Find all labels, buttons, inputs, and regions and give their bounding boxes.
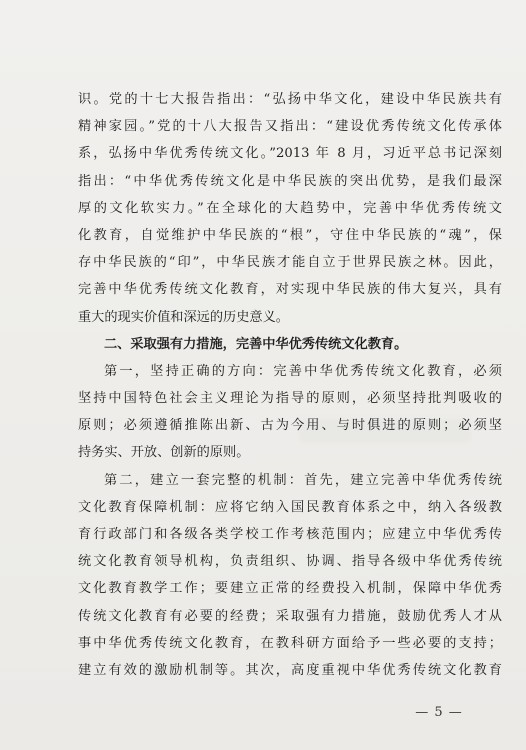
text-line: 坚持中国特色社会主义理论为指导的原则，必须坚持批判吸收的 — [78, 391, 502, 407]
text-line: 事中华优秀传统文化教育，在教科研方面给予一些必要的支持； — [78, 635, 502, 651]
text-line: 文化教育保障机制：应将它纳入国民教育体系之中，纳入各级教 — [78, 499, 502, 515]
text-line: 厚的文化软实力。”在全球化的大趋势中，完善中华优秀传统文 — [78, 200, 502, 216]
text-line: 重大的现实价值和深远的历史意义。 — [78, 309, 289, 325]
text-line: 原则；必须遵循推陈出新、古为今用、与时俱进的原则；必须坚 — [78, 418, 502, 434]
text-line: 统文化教育领导机构，负责组织、协调、指导各级中华优秀传统 — [78, 554, 502, 570]
text-line: 系，弘扬中华优秀传统文化。”2013 年 8 月，习近平总书记深刻 — [78, 146, 502, 162]
text-line: 文化教育教学工作；要建立正常的经费投入机制，保障中华优秀 — [78, 581, 502, 597]
text-line: 完善中华优秀传统文化教育，对实现中华民族的伟大复兴，具有 — [78, 282, 502, 298]
paragraph-first-line: 第二，建立一套完整的机制：首先，建立完善中华优秀传统 — [104, 472, 502, 488]
text-line: 精神家园。”党的十八大报告又指出：“建设优秀传统文化传承体 — [78, 119, 502, 135]
text-line: 存中华民族的“印”，中华民族才能自立于世界民族之林。因此， — [78, 255, 502, 271]
paragraph-first-line: 第一，坚持正确的方向：完善中华优秀传统文化教育，必须 — [104, 363, 502, 379]
section-heading: 二、采取强有力措施，完善中华优秀传统文化教育。 — [104, 336, 408, 352]
text-line: 指出：“中华优秀传统文化是中华民族的突出优势，是我们最深 — [78, 173, 502, 189]
text-line: 持务实、开放、创新的原则。 — [78, 445, 250, 461]
body-text — [78, 86, 502, 684]
page-number: — 5 — — [415, 705, 463, 720]
text-line: 育行政部门和各级各类学校工作考核范围内；应建立中华优秀传 — [78, 527, 502, 542]
text-line: 识。党的十七大报告指出：“弘扬中华文化，建设中华民族共有 — [78, 92, 502, 107]
text-line: 化教育，自觉维护中华民族的“根”，守住中华民族的“魂”，保 — [78, 227, 502, 243]
text-line: 传统文化教育有必要的经费；采取强有力措施，鼓励优秀人才从 — [78, 608, 502, 624]
text-line: 建立有效的激励机制等。其次，高度重视中华优秀传统文化教育 — [78, 662, 502, 678]
